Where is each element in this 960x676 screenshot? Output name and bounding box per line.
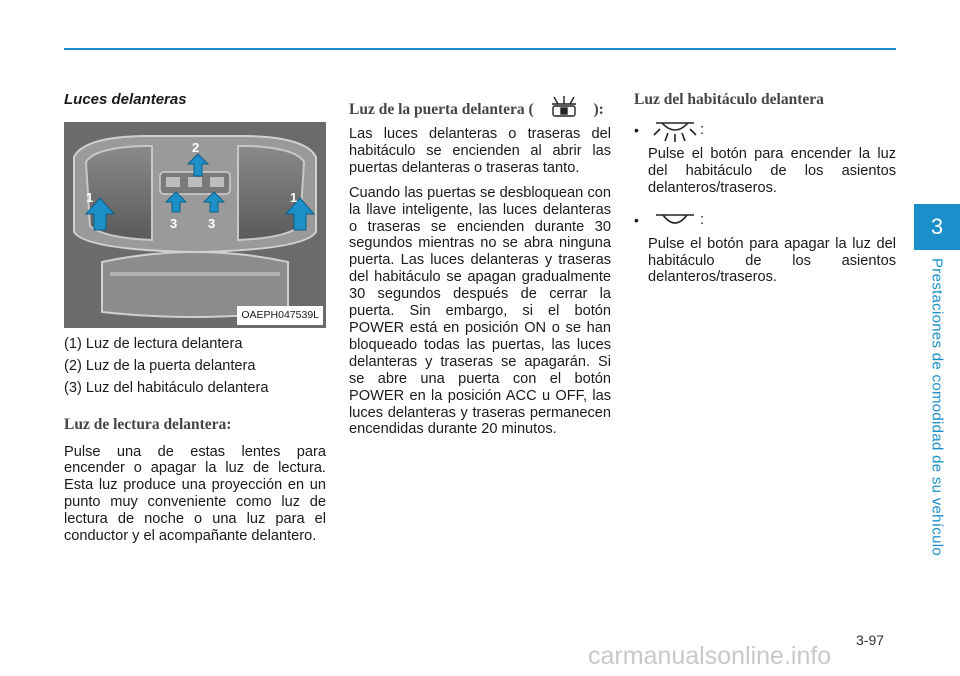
callout-2: 2 (192, 139, 200, 155)
column-3 (634, 92, 896, 298)
watermark: carmanualsonline.info (588, 642, 832, 670)
reading-light-paragraph: Pulse una de estas lentes para encender o apagar la luz de lectura. Esta luz produce una proyección en un punto muy conveniente como luz de lectura de noche o una luz para el conductor y el acompañante delantero. (64, 443, 326, 545)
overhead-console-figure (64, 122, 326, 328)
section-heading-front-lights: Luces delanteras (64, 91, 187, 108)
callout-3-left: 3 (170, 215, 178, 231)
chapter-title: Prestaciones de comodidad de su vehículo (928, 258, 946, 557)
chapter-tab: 3 (914, 204, 960, 250)
legend-item-3: (3) Luz del habitáculo delantera (64, 379, 269, 396)
bullet: • (634, 212, 639, 229)
callout-3-right: 3 (208, 215, 216, 231)
legend-item-1: (1) Luz de lectura delantera (64, 335, 243, 352)
chapter-side-title (922, 258, 952, 557)
door-light-heading-start: Luz de la puerta delantera ( (349, 101, 534, 118)
column-2 (349, 92, 611, 446)
door-light-paragraph-2: Cuando las puertas se desbloquean con la llave inteligente, las luces delanteras o traseras se encienden durante 30 segundos mientras no se abra ninguna puerta. Las luces delanteras y traseras del habitáculo se apagan gradualmente 30 segundos después de cerrar la puerta. Sin embargo, si el botón POWER está en posición ON o se han bloqueado todas las puertas, las luces delanteras y traseras se apagarán. Si se abre una puerta con el botón POWER en la posición ACC u OFF, las luces delanteras y traseras permanecen encendidas durante 20 minutos. (349, 184, 611, 438)
door-light-heading-end: ): (593, 101, 604, 118)
subheading-front-room-lamp: Luz del habitáculo delantera (634, 91, 824, 108)
top-rule (64, 48, 896, 50)
callout-1-right: 1 (290, 189, 298, 205)
column-1 (64, 92, 326, 553)
door-light-icon (538, 92, 590, 120)
colon: : (700, 122, 705, 139)
room-lamp-on-text: Pulse el botón para encender la luz del habitáculo de los asientos delanteros/traseros. (648, 145, 896, 196)
room-lamp-off-text: Pulse el botón para apagar la luz del habitáculo de los asientos delanteros/traseros. (648, 235, 896, 286)
figure-code: OAEPH047539L (237, 306, 323, 325)
subheading-reading-light: Luz de lectura delantera: (64, 415, 232, 433)
room-lamp-on-row (634, 119, 896, 143)
room-lamp-on-icon (650, 119, 700, 143)
room-lamp-off-icon (650, 209, 700, 233)
room-lamp-off-row (634, 209, 896, 233)
door-light-paragraph-1: Las luces delanteras o traseras del habitáculo se encienden al abrir las puertas delanteras o traseras tanto. (349, 126, 611, 176)
subheading-door-light (349, 92, 611, 120)
bullet: • (634, 122, 639, 139)
legend-item-2: (2) Luz de la puerta delantera (64, 357, 256, 374)
colon: : (700, 212, 705, 229)
callout-1-left: 1 (86, 189, 94, 205)
page-number: 3-97 (856, 632, 885, 648)
overhead-console-illustration (64, 122, 326, 328)
